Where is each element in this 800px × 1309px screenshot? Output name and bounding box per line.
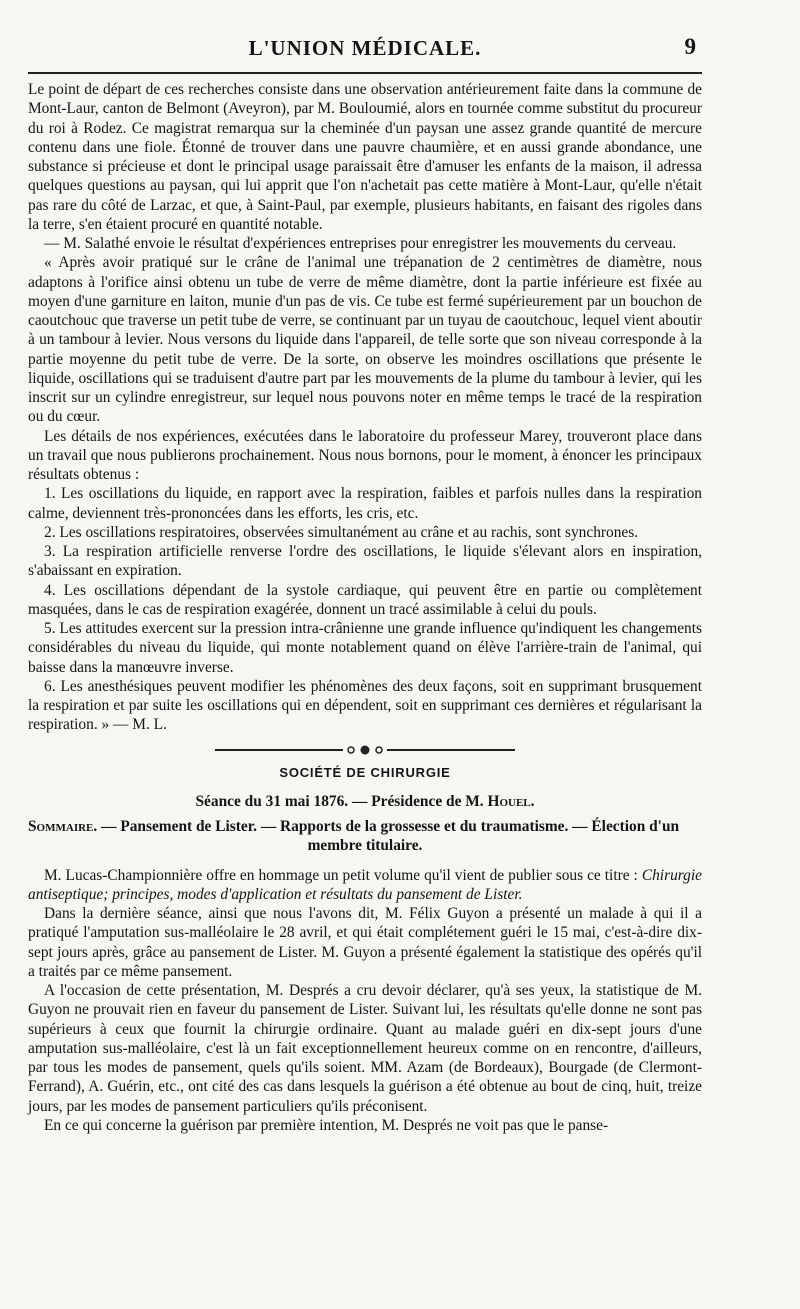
paragraph-mercury-origin: Le point de départ de ces recherches consiste dans une observation antérieurement faite dans la commune de Mont-Laur, canton de Belmont (Aveyron), par M. Bouloumié, alors en tournée comme substitut du procureur du roi à Rodez. Ce magistrat remarqua sur la cheminée d'un paysan une assez grande quantité de mercure contenu dans une fiole. Étonné de trouver dans une pauvre chaumière, et en aussi grande abondance, une substance si précieuse et dont le principal usage paraissait être d'amuser les enfants de la maison, il adressa quelques questions au paysan, qui lui apprit que l'on n'achetait pas cette matière à Mont-Laur, qu'elle n'était pas rare du côté de Larzac, et que, à Saint-Paul, par exemple, plusieurs habitants, en faisant des rigoles dans la terre, s'en étaient procuré en quantité notable. xyxy=(28,81,702,233)
paragraph-salathe: — M. Salathé envoie le résultat d'expériences entreprises pour enregistrer les mouvements du cerveau. xyxy=(44,235,677,252)
section-title: SOCIÉTÉ DE CHIRURGIE xyxy=(279,764,451,780)
paragraph-first-intention: En ce qui concerne la guérison par première intention, M. Després ne voit pas que le panse- xyxy=(44,1116,609,1134)
paragraph-despres: A l'occasion de cette présentation, M. Després a cru devoir déclarer, qu'à ses yeux, la statistique de M. Guyon ne prouvait rien en faveur du pansement de Lister. Suivant lui, les résultats qu'elle donne ne sont pas supérieurs à ceux que fournit la chirurgie ordinaire. Quant au malade guéri en dix-sept jours d'une amputation sus-malléolaire, c'est là un fait exceptionnellement heureux comme on en rencontre, d'ailleurs, par tous les modes de pansement, quels qu'ils soient. MM. Azam (de Bordeaux), Bourgade (de Clermont-Ferrand), A. Guérin, etc., ont cité des cas dans lesquels la guérison a été obtenue au bout de cinq, huit, treize jours, par les modes de pansement particuliers qu'ils préconisent. xyxy=(28,982,702,1115)
result-item-4: 4. Les oscillations dépendant de la systole cardiaque, qui peuvent être en partie ou complètement masquées, dans le cas de respiration exagérée, donnent un tracé assimilable à celui du pouls. xyxy=(28,581,702,618)
session-presider: Houel xyxy=(487,792,531,810)
paragraph-experiments: Les détails de nos expériences, exécutées dans le laboratoire du professeur Marey, trouveront place dans un travail que nous publierons prochainement. Nous nous bornons, pour le moment, à énoncer les principaux résultats obtenus : xyxy=(28,427,702,483)
page xyxy=(28,0,702,1309)
paragraph-guyon: Dans la dernière séance, ainsi que nous l'avons dit, M. Félix Guyon a présenté un malade à qui il a pratiqué l'amputation sus-malléolaire le 28 avril, et qui était complétement guéri le 15 mai, c'est-à-dire dix-sept jours après, grâce au pansement de Lister. M. Guyon a présenté également la statistique des opérés qu'il a traités par ce même pansement. xyxy=(28,905,702,980)
summary-label: Sommaire. xyxy=(28,818,98,835)
session-end: . xyxy=(530,792,535,810)
ornamental-divider xyxy=(215,743,515,757)
header-rule xyxy=(28,72,702,74)
running-header xyxy=(28,34,702,64)
result-item-3: 3. La respiration artificielle renverse l'ordre des oscillations, le liquide s'élevant alors en inspiration, s'abaissant en expiration. xyxy=(28,543,702,580)
page-number: 9 xyxy=(684,34,696,59)
paragraph-trepanation: « Après avoir pratiqué sur le crâne de l'animal une trépanation de 2 centimètres de diamètre, nous adaptons à l'orifice ainsi obtenu un tube de verre de même diamètre, dont la partie inférieure est fixée au moyen d'une garniture en laiton, munie d'un pas de vis. Ce tube est fermé supérieurement par un bouchon de caoutchouc que traverse un petit tube de verre, se continuant par un tuyau de caoutchouc, lequel vient aboutir à un tambour à levier. Nous versons du liquide dans l'appareil, de telle sorte que son niveau corresponde à la partie moyenne du petit tube de verre. De la sorte, on observe les moindres oscillations que présente le liquide, oscillations qui se traduisent d'autre part par les mouvements de la plume du tambour à levier, qui les inscrit sur un cylindre enregistreur, sur lequel nous pouvons noter en même temps le tracé de la respiration ou du cœur. xyxy=(28,254,702,426)
summary-text-continued: membre titulaire. xyxy=(307,837,423,855)
article-body xyxy=(28,80,702,1135)
session-date: Séance du 31 mai 1876. — Présidence de M. xyxy=(195,792,488,810)
result-item-6: 6. Les anesthésiques peuvent modifier les phénomènes des deux façons, soit en supprimant brusquement la respiration et par suite les oscillations qui en dépendent, soit en supprimant ces dernières et régularisant la respiration. » — M. L. xyxy=(28,677,702,734)
result-item-1: 1. Les oscillations du liquide, en rapport avec la respiration, faibles et parfois nulles dans la respiration calme, deviennent très-prononcées dans les efforts, les cris, etc. xyxy=(28,485,702,522)
journal-title: L'UNION MÉDICALE. xyxy=(248,36,482,60)
result-item-2: 2. Les oscillations respiratoires, observées simultanément au crâne et au rachis, sont synchrones. xyxy=(44,523,639,541)
session-summary xyxy=(28,817,702,856)
summary-text: — Pansement de Lister. — Rapports de la grossesse et du traumatisme. — Élection d'un xyxy=(97,818,680,835)
session-line xyxy=(28,792,702,811)
result-item-5: 5. Les attitudes exercent sur la pression intra-crânienne une grande influence qu'indiquent les changements considérables du niveau du liquide, qui monte notablement quand on élève l'arrière-train de l'animal, qui baisse dans la manœuvre inverse. xyxy=(28,620,702,676)
book-title: Chirurgie antiseptique; principes, modes d'application et résultats du pansement de Lister. xyxy=(28,866,702,903)
hommage-text: M. Lucas-Championnière offre en hommage un petit volume qu'il vient de publier sous ce titre : xyxy=(44,866,642,884)
paragraph-lucas-championniere xyxy=(28,866,702,905)
